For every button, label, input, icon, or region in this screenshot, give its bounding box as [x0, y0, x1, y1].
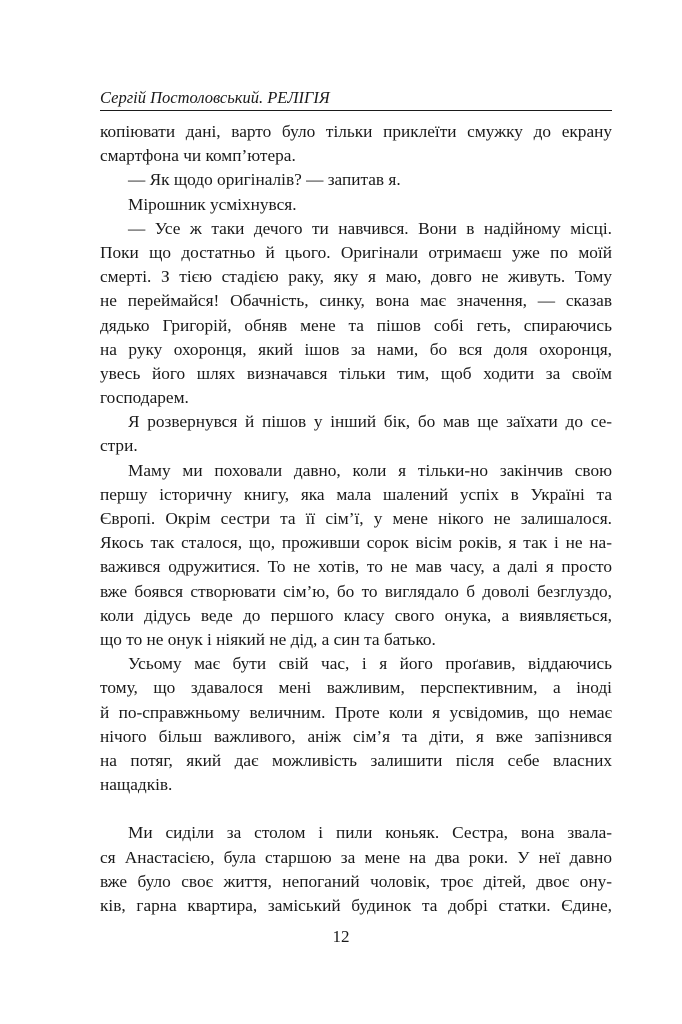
text-line: першу історичну книгу, яка мала шалений успіх в Україні та [100, 484, 612, 504]
text-line: нащадків. [100, 775, 173, 795]
text-line: Європі. Окрім сестри та її сім’ї, у мене нікого не залишалося. [100, 509, 612, 528]
text-line: увесь його шлях визначався тільки тим, щоб ходити за своїм [100, 363, 612, 383]
text-line: не переймайся! Обачність, синку, вона має значення, — сказав [100, 291, 612, 311]
section-break [100, 797, 612, 821]
text-line: Усьому має бути свій час, і я його проґавив, віддаючись [128, 654, 612, 674]
text-line: ків, гарна квартира, заміський будинок та добрі статки. Єдине, [100, 896, 612, 915]
text-line: копіювати дані, варто було тільки приклеїти смужку до екрану [100, 122, 612, 141]
text-line: ся Анастасією, була старшою за мене на два роки. У неї давно [100, 847, 612, 867]
text-line: — Як щодо оригіналів? — запитав я. [128, 170, 401, 190]
text-line: — Усе ж таки дечого ти навчився. Вони в надійному місці. [128, 218, 612, 238]
text-line: вже було своє життя, непоганий чоловік, троє дітей, двоє ону- [100, 871, 612, 891]
text-line: стри. [100, 436, 138, 456]
text-line: що то не онук і ніякий не дід, а син та батько. [100, 629, 436, 649]
text-line: на руку охоронця, який ішов за нами, бо вся доля охоронця, [100, 339, 612, 359]
text-line: Маму ми поховали давно, коли я тільки-но закінчив свою [128, 460, 612, 480]
text-line: Я розвернувся й пішов у інший бік, бо мав ще заїхати до се- [128, 412, 612, 432]
text-line: смерті. З тією стадією раку, яку я маю, довго не живуть. Тому [100, 267, 612, 287]
text-line: тому, що здавалося мені важливим, перспективним, а іноді [100, 678, 612, 698]
running-header [100, 88, 612, 111]
text-line: й по-справжньому величним. Проте коли я усвідомив, що немає [100, 702, 612, 722]
text-line: Поки що достатньо й цього. Оригінали отримаєш уже по моїй [100, 242, 612, 262]
text-line: нічого більш важливого, аніж сім’я та діти, я вже запізнився [100, 726, 612, 746]
body-text [100, 120, 612, 918]
page-number: 12 [332, 927, 350, 946]
text-line: коли дідусь веде до першого класу свого онука, а виявляється, [100, 605, 612, 625]
text-line: Мірошник усміхнувся. [128, 194, 297, 214]
text-line: господарем. [100, 388, 189, 408]
text-line: важився одружитися. То не хотів, то не мав часу, а далі я просто [100, 557, 612, 577]
text-line: дядько Григорій, обняв мене та пішов собі геть, спираючись [100, 315, 612, 335]
text-line: на потяг, який дає можливість залишити після себе власних [100, 750, 612, 770]
text-line: вже боявся створювати сім’ю, бо то виглядало б доволі безглуздо, [100, 581, 612, 601]
text-line: Ми сиділи за столом і пили коньяк. Сестра, вона звала- [128, 823, 612, 843]
text-line: смартфона чи комп’ютера. [100, 146, 296, 166]
running-header-title: Сергій Постоловський. РЕЛІГІЯ [100, 88, 330, 107]
text-line: Якось так сталося, що, проживши сорок вісім років, я так і не на- [100, 533, 612, 553]
